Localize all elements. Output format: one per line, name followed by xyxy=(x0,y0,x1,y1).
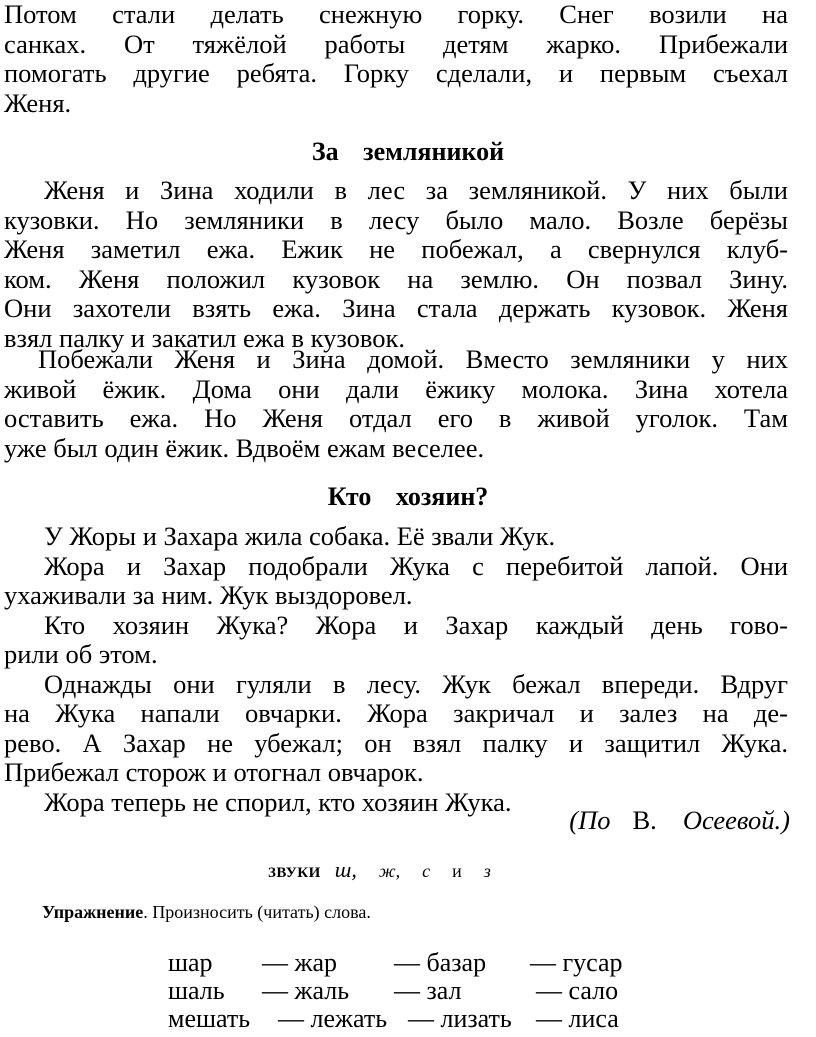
sound-letter: с xyxy=(422,861,431,881)
attribution-name: Осеевой.) xyxy=(682,805,790,835)
text-line: живой ёжик. Дома они дали ёжику молока. Зина хотела xyxy=(4,373,788,404)
word: — сало xyxy=(536,976,619,1005)
text-line: Побежали Женя и Зина домой. Вместо земляники у них xyxy=(38,344,788,374)
word: — гусар xyxy=(530,948,623,977)
word: — лежать xyxy=(278,1004,388,1033)
story1-paragraph-2 xyxy=(4,345,788,463)
exercise-label: Упражнение xyxy=(42,902,144,922)
text-line: Прибежал сторож и отогнал овчарок. xyxy=(4,757,424,787)
text-line: взял палку и закатил ежа в кузовок. xyxy=(4,322,405,353)
sound-letter: ж, xyxy=(378,861,401,881)
text-line: рево. А Захар не убежал; он взял палку и защитил Жука. xyxy=(4,727,788,758)
text-line: помогать другие ребята. Горку сделали, и первым съехал xyxy=(4,58,788,88)
sounds-heading xyxy=(268,857,513,883)
text-line: У Жоры и Захара жила собака. Её звали Жук. xyxy=(44,521,556,551)
text-line: на Жука напали овчарки. Жора закричал и залез на де- xyxy=(4,698,788,728)
exercise-instruction xyxy=(42,902,371,923)
intro-paragraph xyxy=(4,0,788,118)
text-line: уже был один ёжик. Вдвоём ежам веселее. xyxy=(4,432,485,463)
text-line: ком. Женя положил кузовок на землю. Он позвал Зину. xyxy=(4,263,788,294)
sound-letter: ш, xyxy=(334,857,357,882)
story-title-zemlyanika: За земляникой xyxy=(311,137,505,166)
author-attribution xyxy=(569,805,790,836)
word: — лиса xyxy=(536,1004,619,1033)
text-line: ухаживали за ним. Жук выздоровел. xyxy=(4,580,413,610)
attribution-initial: В. xyxy=(632,805,657,835)
text-line: оставить ежа. Но Женя отдал его в живой уголок. Там xyxy=(4,403,788,433)
text-line: Женя заметил ежа. Ежик не побежал, а свернулся клуб- xyxy=(4,234,788,264)
sound-conjunction: и xyxy=(452,861,462,881)
word: — базар xyxy=(394,948,487,977)
word: — жар xyxy=(262,948,338,977)
text-line: Жора и Захар подобрали Жука с перебитой лапой. Они xyxy=(44,550,788,581)
text-line: Жора теперь не спорил, кто хозяин Жука. xyxy=(44,786,512,817)
story1-paragraph-1 xyxy=(4,176,788,353)
text-line: Женя. xyxy=(4,87,72,118)
text-line: Они захотели взять ежа. Зина стала держать кузовок. Женя xyxy=(4,293,788,323)
text-line: Однажды они гуляли в лесу. Жук бежал впереди. Вдруг xyxy=(44,668,788,699)
text-line: рили об этом. xyxy=(4,639,158,669)
attribution-po: (По xyxy=(569,805,611,835)
word: шаль xyxy=(168,976,225,1005)
word: — лизать xyxy=(408,1004,512,1033)
story-title-kto-hozyain: Кто хозяин? xyxy=(327,482,489,511)
exercise-text: . Произносить (читать) слова. xyxy=(143,902,371,922)
word: мешать xyxy=(168,1004,251,1033)
sounds-label: ЗВУКИ xyxy=(268,865,321,881)
word: — зал xyxy=(394,976,462,1005)
text-line: Потом стали делать снежную горку. Снег возили на xyxy=(4,0,788,29)
text-line: Кто хозяин Жука? Жора и Захар каждый день гово- xyxy=(44,609,788,640)
word: шар xyxy=(168,948,213,977)
text-line: кузовки. Но земляники в лесу было мало. Возле берёзы xyxy=(4,204,788,235)
text-line: санках. От тяжёлой работы детям жарко. Прибежали xyxy=(4,28,788,59)
text-line: Женя и Зина ходили в лес за земляникой. У них были xyxy=(44,175,788,205)
story2-body xyxy=(4,522,788,817)
word: — жаль xyxy=(262,976,350,1005)
sound-letter: з xyxy=(483,861,491,881)
